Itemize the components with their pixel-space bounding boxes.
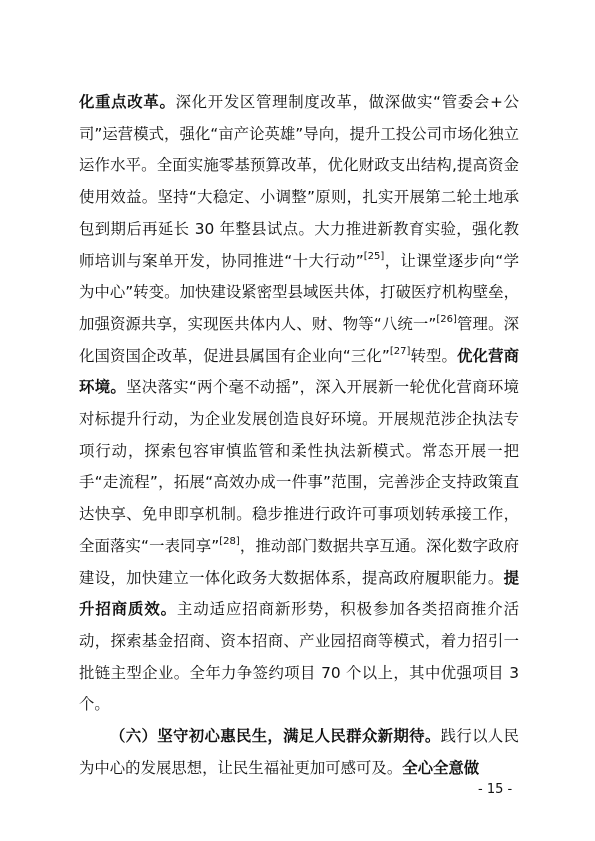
body-text: [79, 87, 519, 784]
footnote-ref-27: [27]: [389, 345, 411, 357]
text-classroom-medical: ，让课堂逐步向“学为中心”转变。加快建设紧密型县域医共体，打破医疗机构壁垒，加强资源共享，实现医共体内人、财、物等“八统一”: [79, 251, 519, 333]
section-heading-livelihood: （六）坚守初心惠民生，满足人民群众新期待。: [110, 727, 441, 746]
text-people-centered: 践行以人民为中心的发展思想，让民生福祉更加可感可及。: [79, 727, 519, 777]
page-number: - 15 -: [478, 782, 513, 797]
heading-key-reform: 化重点改革。: [79, 93, 176, 111]
heading-wholehearted: 全心全意做: [402, 758, 480, 777]
text-state-enterprise-reform: 管理。深化国资国企改革，促进县属国有企业向“三化”: [79, 314, 519, 365]
text-data-sharing: ，推动部门数据共享互通。深化数字政府建设，加快建立一体化政务大数据体系，提高政府履职能力。: [79, 536, 519, 587]
text-development-zone-reform: 深化开发区管理制度改革，做深做实“管委会+公司”运营模式，强化“亩产论英雄”导向，提升工投公司市场化独立运作水平。全面实施零基预算改革，优化财政支出结构,提高资金使用效益。坚持“大稳定、小调整”原则，扎实开展第二轮土地承包到期后再延长 30 年整县试点。大力推进新教育实验，强化教师培训与案单开发，协同推进“十大行动”: [79, 93, 519, 270]
heading-investment-quality: 提升招商质效。: [79, 568, 519, 619]
text-investment-attraction: 主动适应招商新形势，积极参加各类招商推介活动，探索基金招商、资本招商、产业园招商等模式，着力招引一批链主型企业。全年力争签约项目 70 个以上，其中优强项目 3 个。: [79, 600, 519, 714]
paragraph-livelihood: [79, 721, 519, 784]
paragraph-reform: [79, 87, 519, 721]
text-business-environment: 坚决落实“两个毫不动摇”，深入开展新一轮优化营商环境对标提升行动，为企业发展创造良好环境。开展规范涉企执法专项行动，探索包容审慎监管和柔性执法新模式。常态开展一把手“走流程”，拓展“高效办成一件事”范围，完善涉企支持政策直达快享、免申即享机制。稳步推进行政许可事项划转承接工作，全面落实“一表同享”: [79, 378, 519, 555]
footnote-ref-25: [25]: [363, 250, 385, 262]
text-transformation: 转型。: [410, 346, 458, 365]
heading-business-environment: 优化营商环境。: [79, 346, 519, 397]
footnote-ref-28: [28]: [219, 535, 240, 547]
footnote-ref-26: [26]: [436, 313, 457, 325]
